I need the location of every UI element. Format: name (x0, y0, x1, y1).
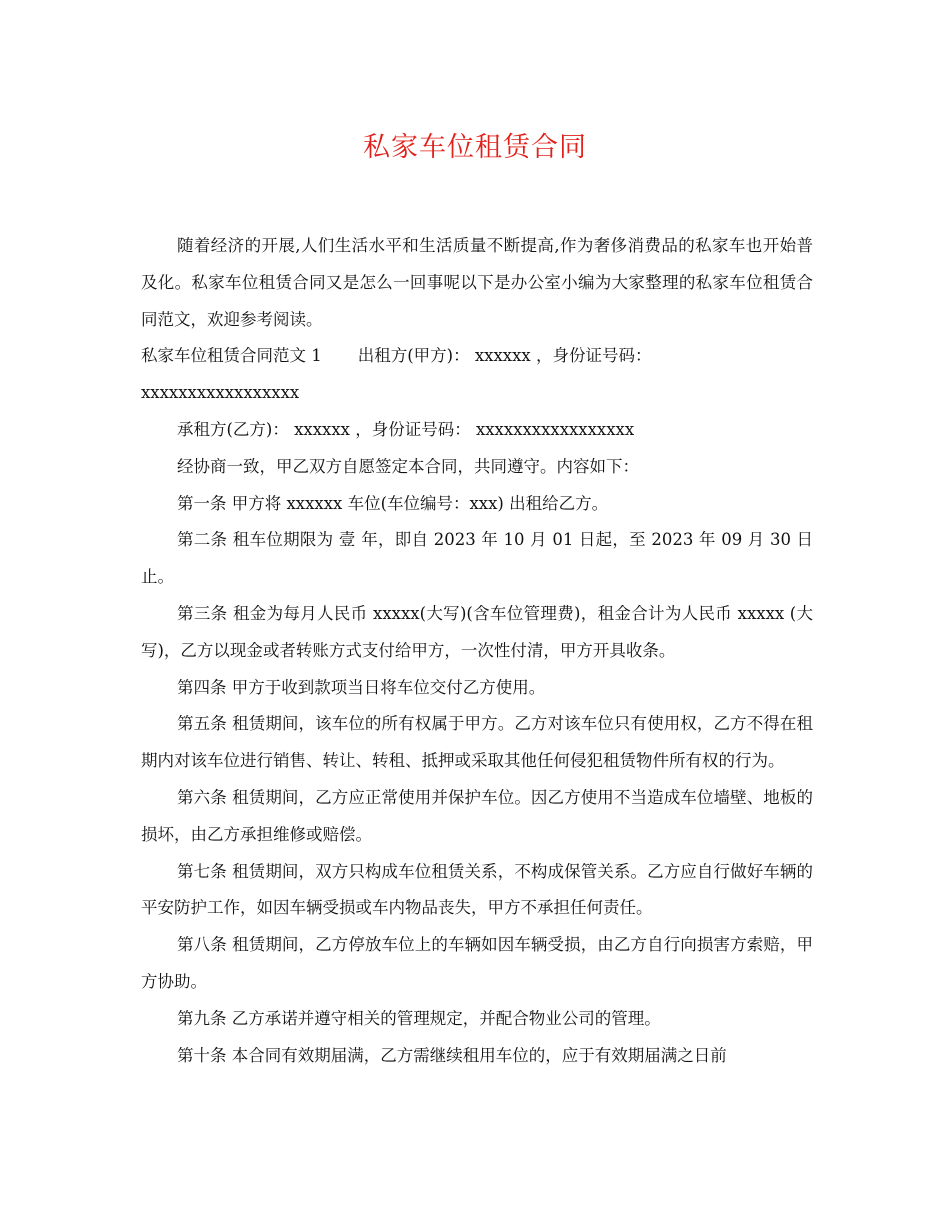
lessee-line: 承租方(乙方)： xxxxxx ，身份证号码： xxxxxxxxxxxxxxxxx (177, 419, 635, 439)
article-2: 第二条 租车位期限为 壹 年，即自 2023 年 10 月 01 日起，至 2023 年 09 月 30 日止。 (141, 530, 813, 587)
document-title: 私家车位租赁合同 (363, 132, 587, 163)
lessor-line: 出租方(甲方)： xxxxxx ，身份证号码： (357, 346, 652, 366)
article-6: 第六条 租赁期间，乙方应正常使用并保护车位。因乙方使用不当造成车位墙壁、地板的损坏，由乙方承担维修或赔偿。 (141, 787, 813, 844)
article-5: 第五条 租赁期间，该车位的所有权属于甲方。乙方对该车位只有使用权，乙方不得在租期内对该车位进行销售、转让、转租、抵押或采取其他任何侵犯租赁物件所有权的行为。 (141, 714, 813, 771)
article-10: 第十条 本合同有效期届满，乙方需继续租用车位的，应于有效期届满之日前 (177, 1045, 727, 1065)
article-1: 第一条 甲方将 xxxxxx 车位(车位编号：xxx) 出租给乙方。 (177, 493, 609, 513)
sample-heading-line (141, 338, 813, 375)
agreement-line: 经协商一致，甲乙双方自愿签定本合同，共同遵守。内容如下： (177, 456, 639, 476)
article-7: 第七条 租赁期间，双方只构成车位租赁关系，不构成保管关系。乙方应自行做好车辆的平安防护工作，如因车辆受损或车内物品丧失，甲方不承担任何责任。 (141, 861, 813, 918)
document-body (141, 228, 813, 1074)
article-8: 第八条 租赁期间，乙方停放车位上的车辆如因车辆受损，由乙方自行向损害方索赔，甲方协助。 (141, 935, 813, 991)
article-3: 第三条 租金为每月人民币 xxxxx(大写)(含车位管理费)，租金合计为人民币 xxxxx (大写)，乙方以现金或者转账方式支付给甲方，一次性付清，甲方开具收条。 (141, 603, 813, 660)
lessor-id: xxxxxxxxxxxxxxxxx (141, 383, 300, 403)
sample-heading: 私家车位租赁合同范文 1 (141, 346, 322, 366)
article-4: 第四条 甲方于收到款项当日将车位交付乙方使用。 (177, 677, 546, 697)
article-9: 第九条 乙方承诺并遵守相关的管理规定，并配合物业公司的管理。 (177, 1008, 661, 1028)
intro-paragraph: 随着经济的开展,人们生活水平和生活质量不断提高,作为奢侈消费品的私家车也开始普及化。私家车位租赁合同又是怎么一回事呢以下是办公室小编为大家整理的私家车位租赁合同范文，欢迎参考阅读。 (141, 236, 813, 329)
